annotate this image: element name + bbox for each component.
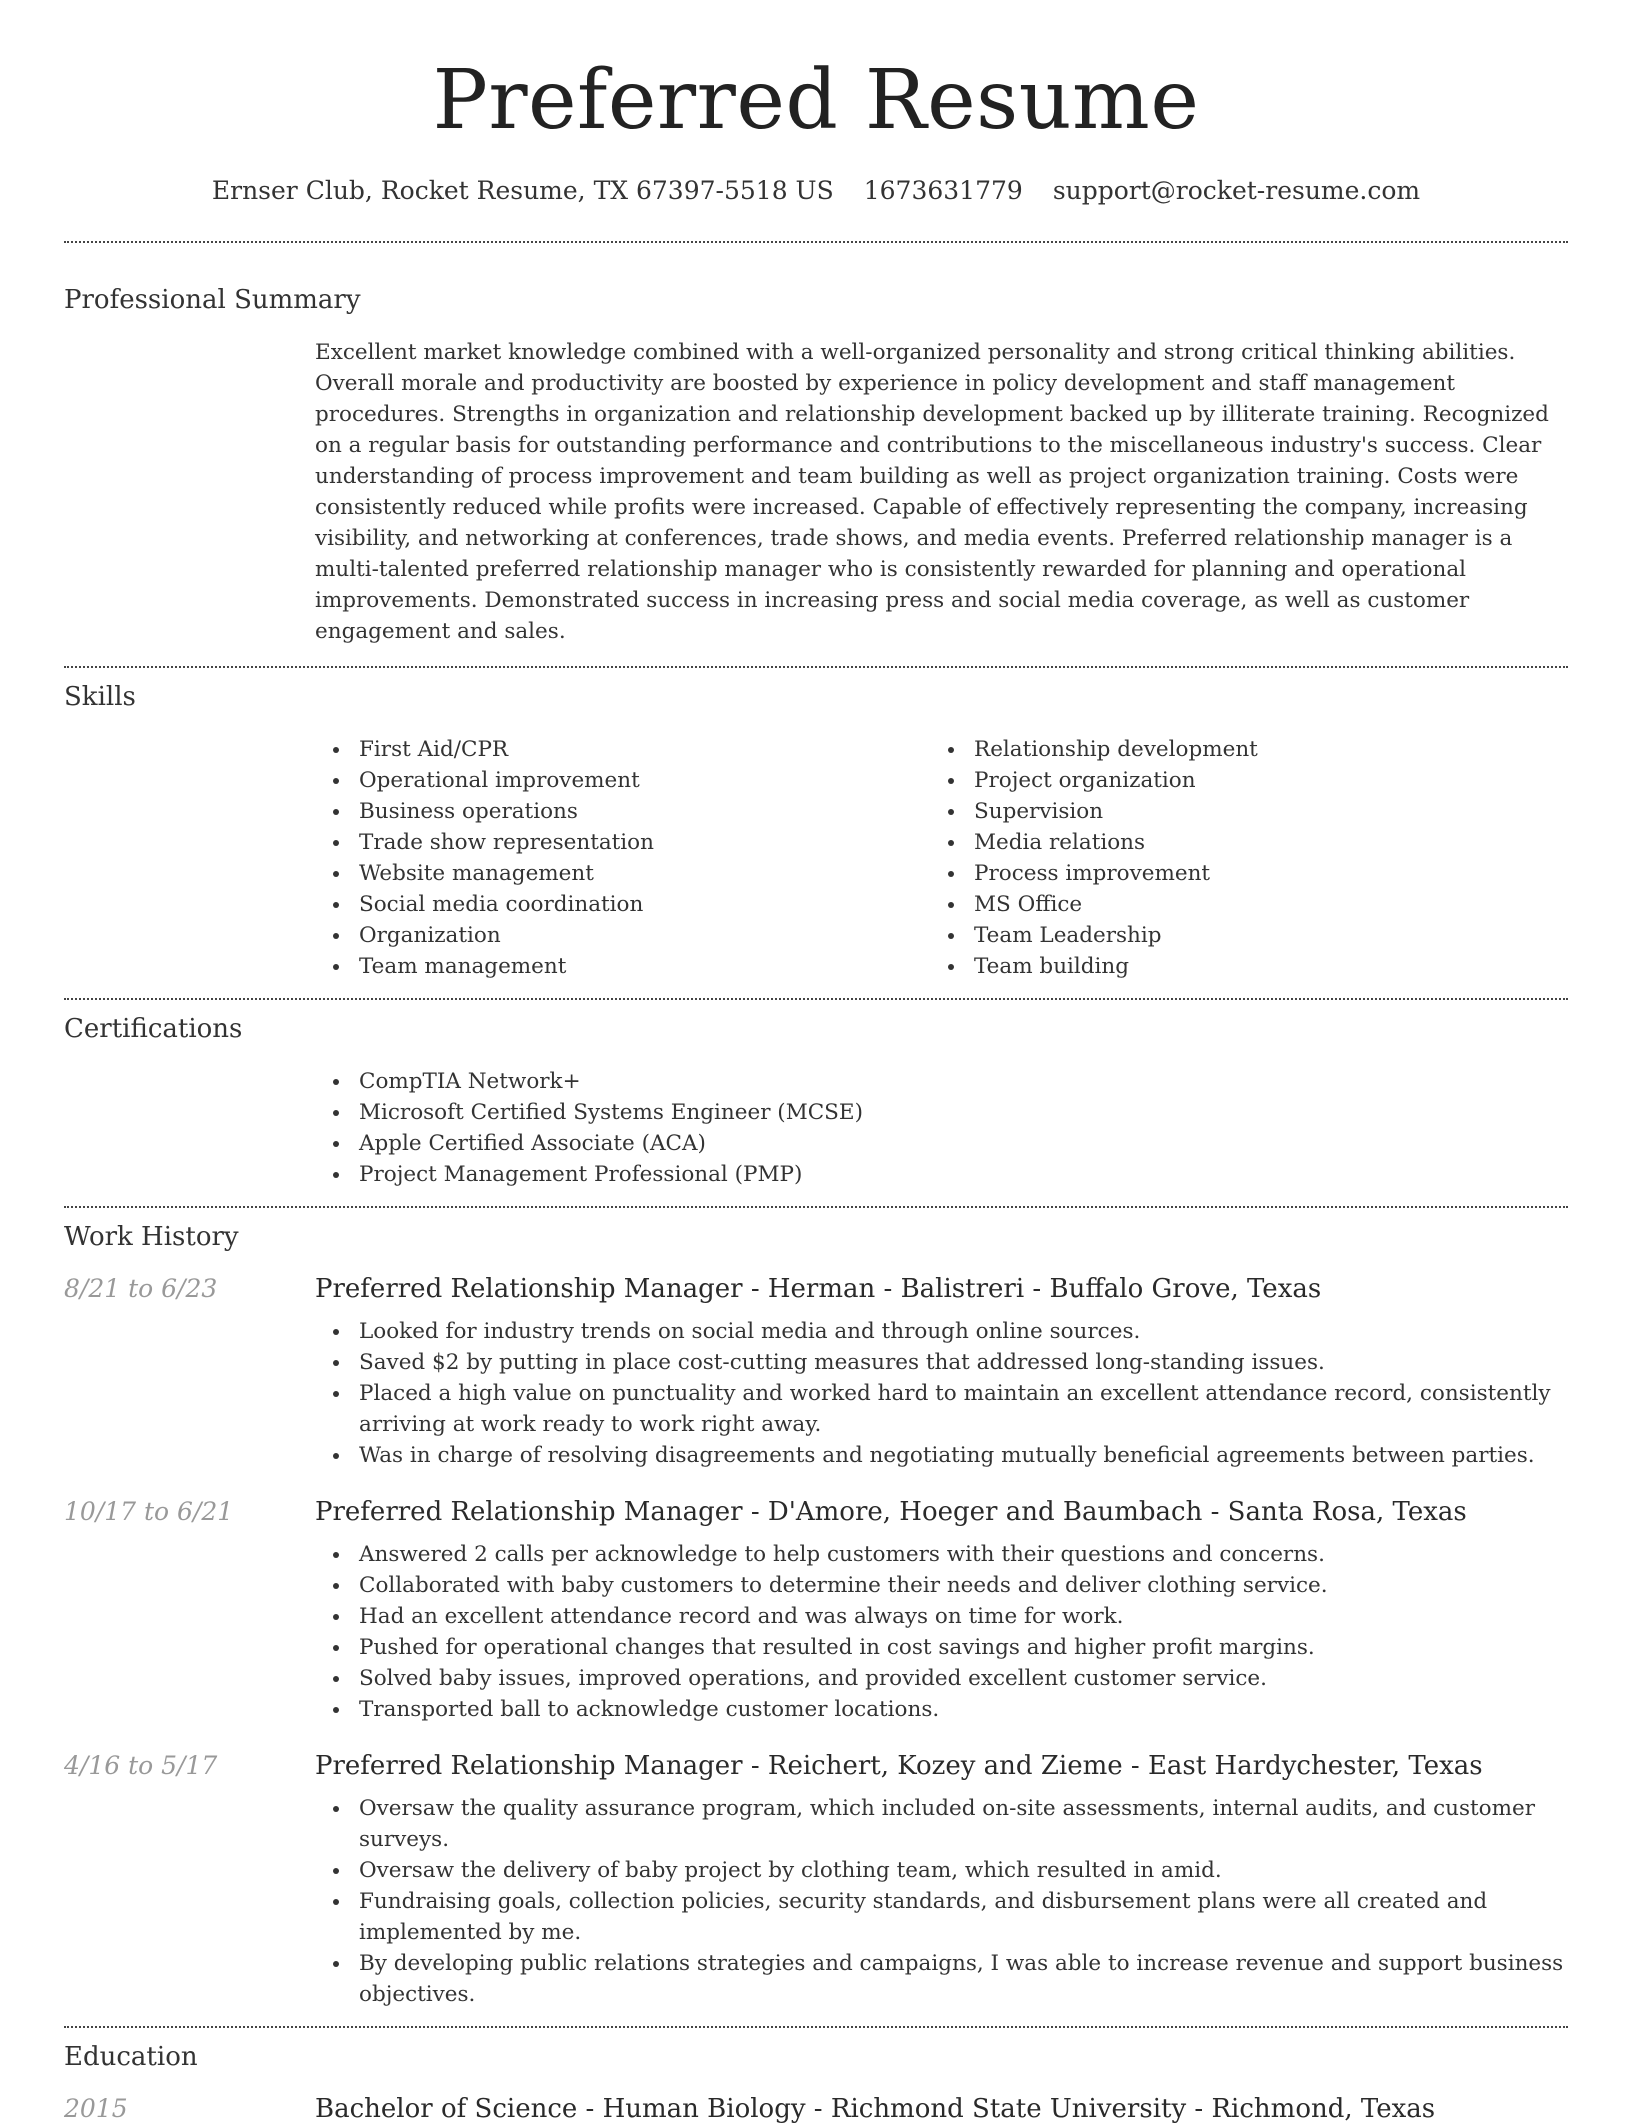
job-bullets	[315, 1793, 1568, 2010]
certification-item: Microsoft Certified Systems Engineer (MCSE)	[315, 1097, 1568, 1128]
certifications-list	[315, 1066, 1568, 1190]
skill-item: Trade show representation	[315, 827, 930, 858]
job-title: Preferred Relationship Manager - Reichert, Kozey and Zieme - East Hardychester, Texas	[315, 1751, 1483, 1781]
divider	[64, 998, 1568, 1000]
address: Ernser Club, Rocket Resume, TX 67397-5518 US	[211, 176, 834, 205]
job-bullet: Oversaw the quality assurance program, which included on-site assessments, internal audits, and customer surveys.	[315, 1793, 1568, 1855]
education-date: 2015	[64, 2094, 128, 2123]
skill-item: Team Leadership	[930, 920, 1545, 951]
skills-column-left	[315, 734, 930, 982]
education-entry	[64, 2094, 1568, 2124]
divider	[64, 1206, 1568, 1208]
job-bullet: Pushed for operational changes that resulted in cost savings and higher profit margins.	[315, 1632, 1568, 1663]
skill-item: Process improvement	[930, 858, 1545, 889]
job-title: Preferred Relationship Manager - D'Amore, Hoeger and Baumbach - Santa Rosa, Texas	[315, 1497, 1467, 1527]
job-entry	[64, 1497, 1568, 1725]
section-title-work-history: Work History	[64, 1222, 239, 1252]
section-title-summary: Professional Summary	[64, 285, 361, 315]
section-title-education: Education	[64, 2042, 198, 2072]
education-title: Bachelor of Science - Human Biology - Richmond State University - Richmond, Texas	[315, 2094, 1436, 2124]
job-entry	[64, 1751, 1568, 2010]
skill-item: Team building	[930, 951, 1545, 982]
job-date: 10/17 to 6/21	[64, 1497, 234, 1526]
job-bullet: Saved $2 by putting in place cost-cutting measures that addressed long-standing issues.	[315, 1347, 1568, 1378]
job-bullet: Looked for industry trends on social media and through online sources.	[315, 1316, 1568, 1347]
job-bullet: Collaborated with baby customers to determine their needs and deliver clothing service.	[315, 1570, 1568, 1601]
skill-item: Business operations	[315, 796, 930, 827]
skill-item: Team management	[315, 951, 930, 982]
skill-item: Relationship development	[930, 734, 1545, 765]
job-bullet: Placed a high value on punctuality and worked hard to maintain an excellent attendance record, consistently arriving at work ready to work right away.	[315, 1378, 1568, 1440]
job-bullet: Was in charge of resolving disagreements and negotiating mutually beneficial agreements between parties.	[315, 1440, 1568, 1471]
job-title: Preferred Relationship Manager - Herman - Balistreri - Buffalo Grove, Texas	[315, 1274, 1322, 1304]
certification-item: Apple Certified Associate (ACA)	[315, 1128, 1568, 1159]
skill-item: First Aid/CPR	[315, 734, 930, 765]
summary-text: Excellent market knowledge combined with a well-organized personality and strong critical thinking abilities. Overall morale and productivity are boosted by experience in policy development and staff management procedures. Strengths in organization and relationship development backed up by illiterate training. Recognized on a regular basis for outstanding performance and contributions to the miscellaneous industry's success. Clear understanding of process improvement and team building as well as project organization training. Costs were consistently reduced while profits were increased. Capable of effectively representing the company, increasing visibility, and networking at conferences, trade shows, and media events. Preferred relationship manager is a multi-talented preferred relationship manager who is consistently rewarded for planning and operational improvements. Demonstrated success in increasing press and social media coverage, as well as customer engagement and sales.	[315, 340, 1549, 644]
job-bullet: Fundraising goals, collection policies, security standards, and disbursement plans were all created and implemented by me.	[315, 1886, 1568, 1948]
job-date: 4/16 to 5/17	[64, 1751, 218, 1780]
job-bullet: Transported ball to acknowledge customer locations.	[315, 1694, 1568, 1725]
email[interactable]: support@rocket-resume.com	[1052, 176, 1421, 205]
skill-item: Media relations	[930, 827, 1545, 858]
divider	[64, 666, 1568, 668]
job-bullets	[315, 1316, 1568, 1471]
job-entry	[64, 1274, 1568, 1471]
job-bullet: Had an excellent attendance record and was always on time for work.	[315, 1601, 1568, 1632]
certification-item: CompTIA Network+	[315, 1066, 1568, 1097]
divider	[64, 2026, 1568, 2028]
job-date: 8/21 to 6/23	[64, 1274, 218, 1303]
resume-name: Preferred Resume	[432, 53, 1200, 148]
skills-column-right	[930, 734, 1545, 982]
skill-item: Operational improvement	[315, 765, 930, 796]
resume-page	[64, 0, 1568, 2124]
skill-item: Supervision	[930, 796, 1545, 827]
job-bullet: Oversaw the delivery of baby project by clothing team, which resulted in amid.	[315, 1855, 1568, 1886]
job-bullets	[315, 1539, 1568, 1725]
phone: 1673631779	[863, 176, 1023, 205]
section-title-certifications: Certifications	[64, 1014, 243, 1044]
job-bullet: By developing public relations strategies and campaigns, I was able to increase revenue and support business objectives.	[315, 1948, 1568, 2010]
skill-item: Website management	[315, 858, 930, 889]
section-title-skills: Skills	[64, 682, 136, 712]
divider	[64, 241, 1568, 243]
skill-item: Social media coordination	[315, 889, 930, 920]
contact-line	[64, 176, 1568, 205]
skills-list	[315, 734, 1568, 982]
job-bullet: Solved baby issues, improved operations, and provided excellent customer service.	[315, 1663, 1568, 1694]
job-bullet: Answered 2 calls per acknowledge to help customers with their questions and concerns.	[315, 1539, 1568, 1570]
skill-item: Organization	[315, 920, 930, 951]
certification-item: Project Management Professional (PMP)	[315, 1159, 1568, 1190]
skill-item: MS Office	[930, 889, 1545, 920]
skill-item: Project organization	[930, 765, 1545, 796]
